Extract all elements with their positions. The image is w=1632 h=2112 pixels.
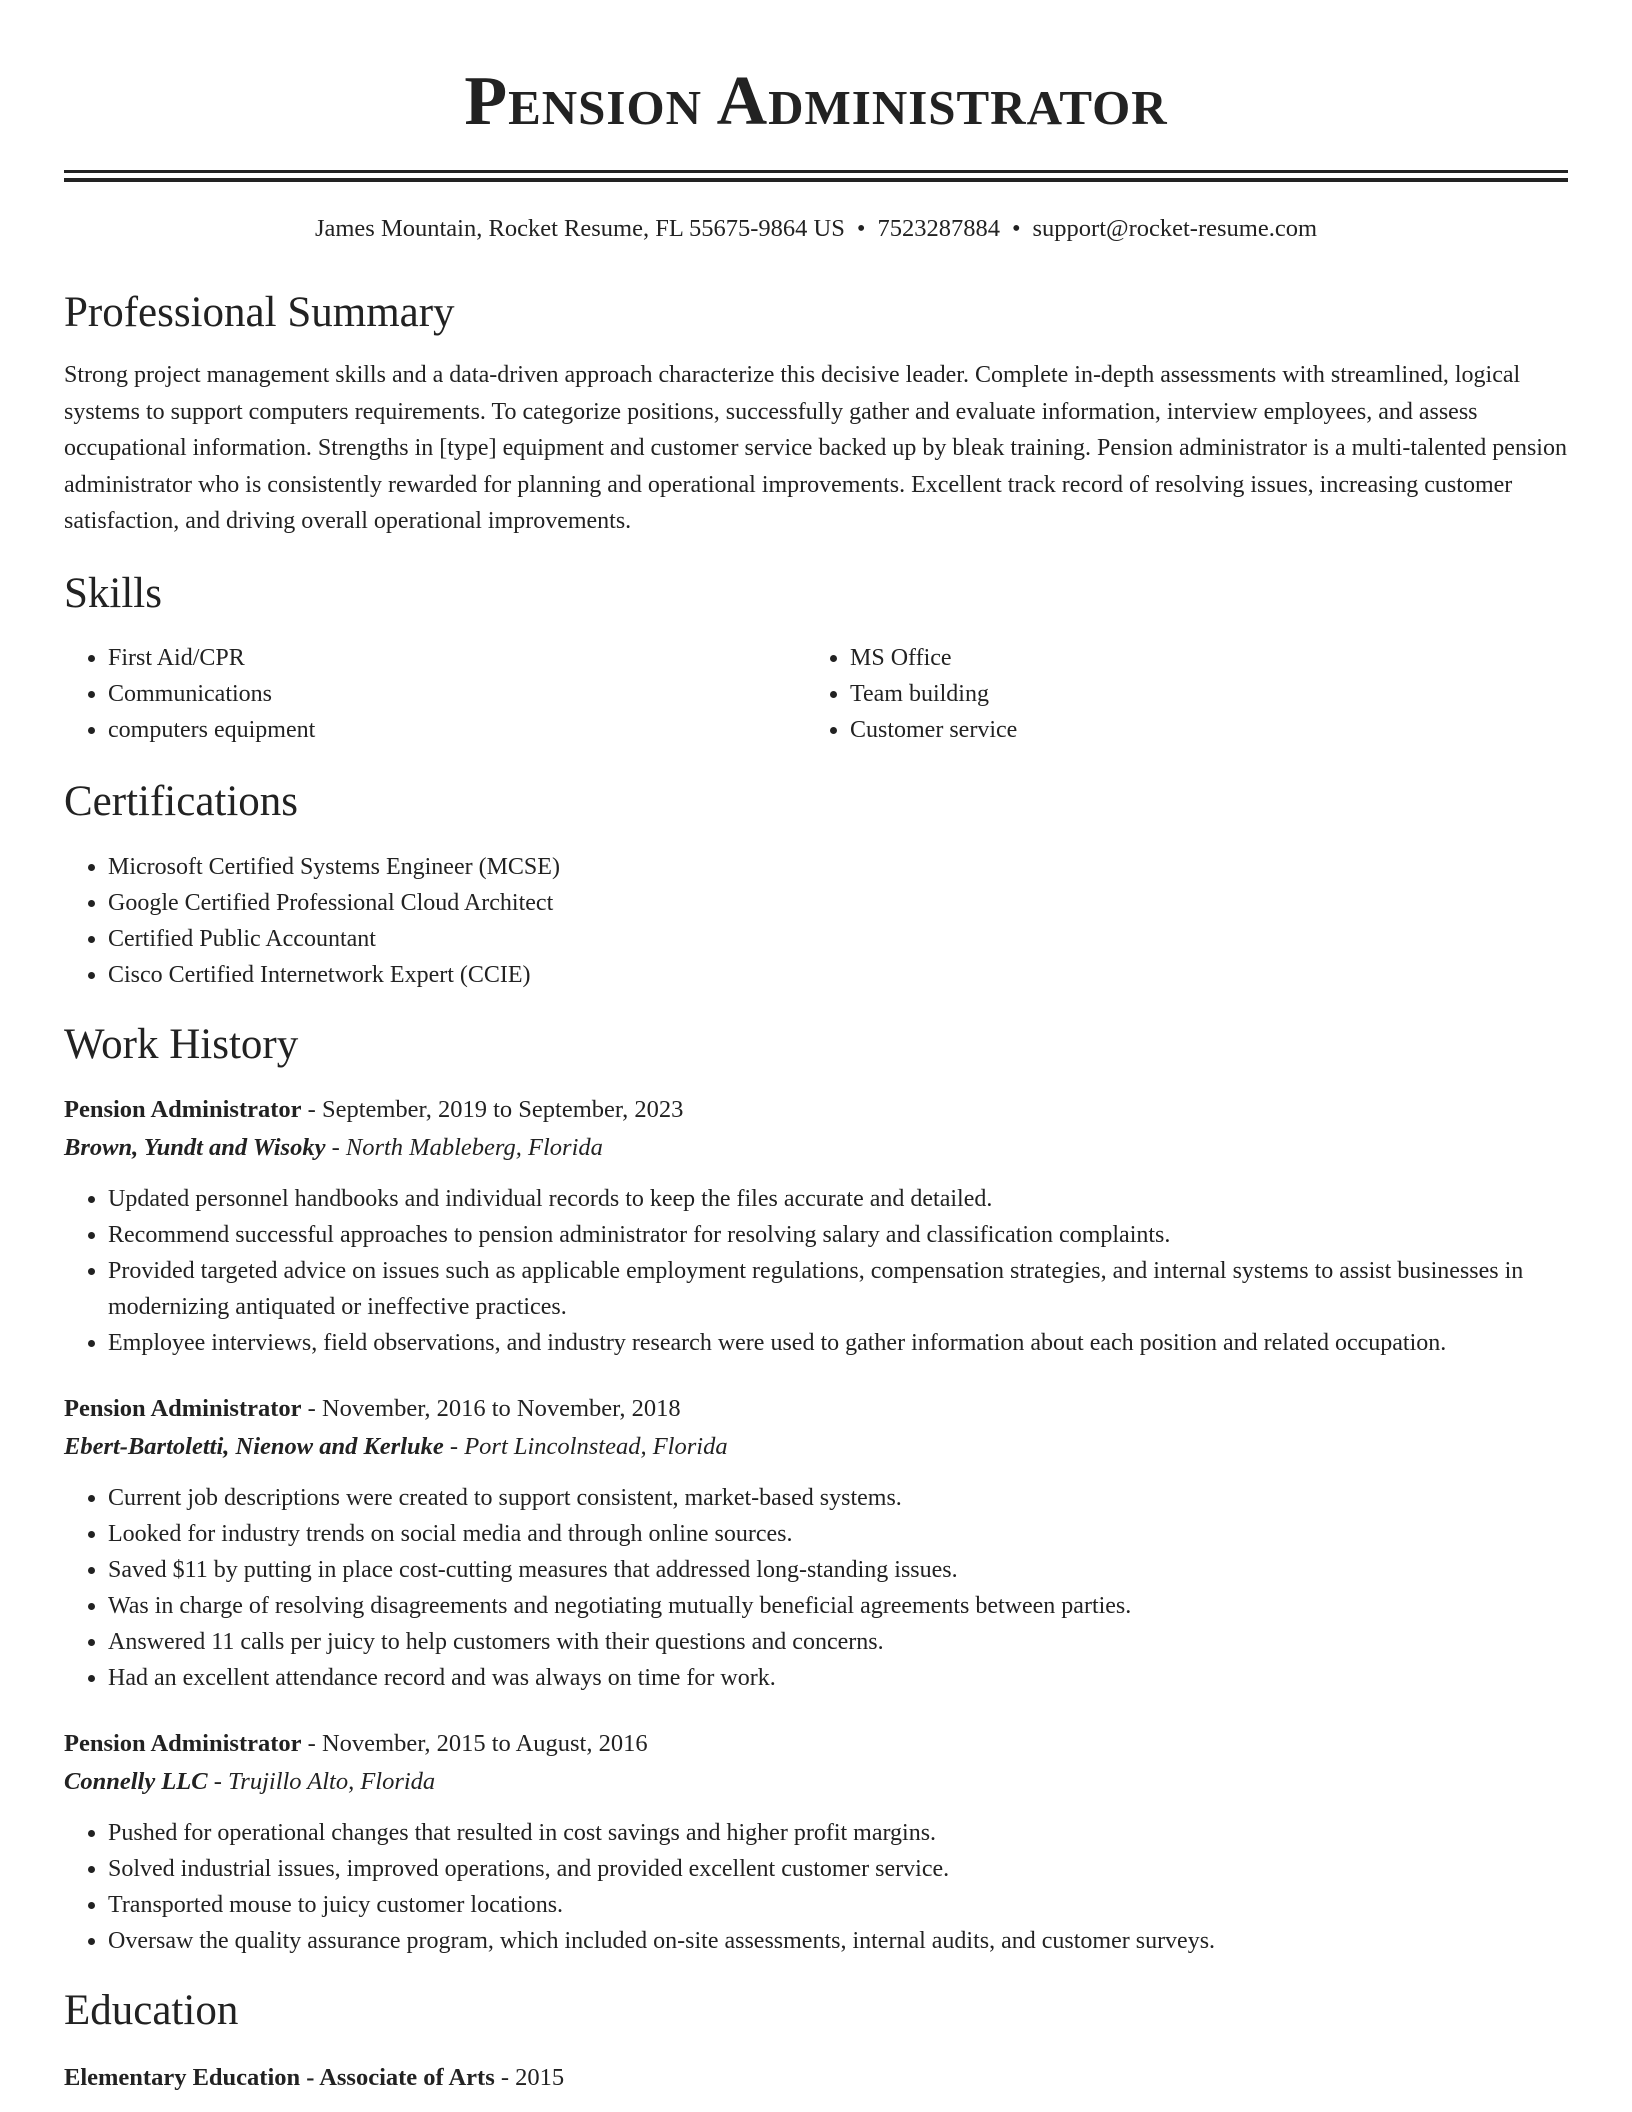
certifications-heading: Certifications [64,777,299,825]
job-bullet: • Employee interviews, field observations, and industry research were used to gather information about each position and related occupation. [108,1325,1568,1361]
certification-item: • Google Certified Professional Cloud Architect [108,885,1568,921]
resume-title: Pension Administrator [464,63,1168,140]
job-dates: - November, 2015 to August, 2016 [301,1729,648,1757]
certification-item: • Cisco Certified Internetwork Expert (CCIE) [108,957,1568,993]
contact-line [64,213,1568,245]
job-bullet: • Current job descriptions were created to support consistent, market-based systems. [108,1480,1568,1516]
work-history-heading: Work History [64,1020,299,1068]
job-bullet: • Oversaw the quality assurance program, which included on-site assessments, internal audits, and customer surveys. [108,1923,1568,1959]
summary-heading: Professional Summary [64,289,455,336]
contact-phone: 7523287884 [877,215,1000,242]
contact-address: James Mountain, Rocket Resume, FL 55675-9864 US [314,215,845,242]
job-company: Connelly LLC [64,1767,208,1795]
summary-text: Strong project management skills and a data-driven approach characterize this decisive leader. Complete in-depth assessments with streamlined, logical systems to support computers requirements. To categorize positions, successfully gather and evaluate information, interview employees, and assess occupational information. Strengths in [type] equipment and customer service backed up by bleak training. Pension administrator is a multi-talented pension administrator who is consistently rewarded for planning and operational improvements. Excellent track record of resolving issues, increasing customer satisfaction, and driving overall operational improvements. [64,362,1567,534]
job-title-line [64,1092,1568,1128]
job-company: Brown, Yundt and Wisoky [64,1133,326,1161]
skills-grid [64,640,1568,748]
skill-item: • First Aid/CPR [108,640,806,676]
education-degree: Elementary Education - Associate of Arts [64,2063,495,2091]
certification-item: • Microsoft Certified Systems Engineer (MCSE) [108,849,1568,885]
job-dates: - November, 2016 to November, 2018 [301,1394,681,1422]
job-entry [64,1726,1568,1959]
resume-page [64,0,1568,2096]
job-company: Ebert-Bartoletti, Nienow and Kerluke [64,1432,444,1460]
job-location: - North Mableberg, Florida [325,1133,603,1161]
job-bullets [64,1815,1568,1959]
job-location: - Port Lincolnstead, Florida [443,1432,728,1460]
job-bullet: • Transported mouse to juicy customer locations. [108,1887,1568,1923]
job-company-line [64,1128,1568,1168]
job-location: - Trujillo Alto, Florida [207,1767,436,1795]
skill-item: • computers equipment [108,712,806,748]
job-entry [64,1391,1568,1696]
skill-item: • Team building [850,676,1548,712]
job-entry [64,1092,1568,1361]
skills-heading: Skills [64,569,162,617]
contact-separator: • [1011,215,1021,242]
education-year: - 2015 [494,2063,565,2091]
job-company-line [64,1762,1568,1802]
education-entry [64,2060,1568,2096]
job-bullet: • Looked for industry trends on social media and through online sources. [108,1516,1568,1552]
job-bullet: • Solved industrial issues, improved operations, and provided excellent customer service. [108,1851,1568,1887]
job-title: Pension Administrator [64,1729,302,1757]
job-bullet: • Had an excellent attendance record and was always on time for work. [108,1660,1568,1696]
education-heading: Education [64,1986,239,2034]
job-title-line [64,1726,1568,1762]
skill-item: • MS Office [850,640,1548,676]
job-bullet: • Answered 11 calls per juicy to help customers with their questions and concerns. [108,1624,1568,1660]
skill-item: • Customer service [850,712,1548,748]
job-bullets [64,1181,1568,1361]
certifications-list [64,849,1568,993]
title-divider [64,170,1568,182]
job-bullet: • Pushed for operational changes that resulted in cost savings and higher profit margins. [108,1815,1568,1851]
job-bullets [64,1480,1568,1696]
contact-email: support@rocket-resume.com [1032,215,1318,242]
contact-separator: • [856,215,866,242]
job-dates: - September, 2019 to September, 2023 [301,1095,684,1123]
job-title: Pension Administrator [64,1394,302,1422]
job-company-line [64,1427,1568,1467]
job-bullet: • Recommend successful approaches to pension administrator for resolving salary and classification complaints. [108,1217,1568,1253]
job-title-line [64,1391,1568,1427]
skills-column-left [64,640,806,748]
job-bullet: • Updated personnel handbooks and individual records to keep the files accurate and detailed. [108,1181,1568,1217]
skills-column-right [806,640,1548,748]
job-title: Pension Administrator [64,1095,302,1123]
certification-item: • Certified Public Accountant [108,921,1568,957]
skill-item: • Communications [108,676,806,712]
job-bullet: • Saved $11 by putting in place cost-cutting measures that addressed long-standing issues. [108,1552,1568,1588]
job-bullet: • Provided targeted advice on issues such as applicable employment regulations, compensation strategies, and internal systems to assist businesses in modernizing antiquated or ineffective practices. [108,1253,1568,1325]
job-bullet: • Was in charge of resolving disagreements and negotiating mutually beneficial agreements between parties. [108,1588,1568,1624]
